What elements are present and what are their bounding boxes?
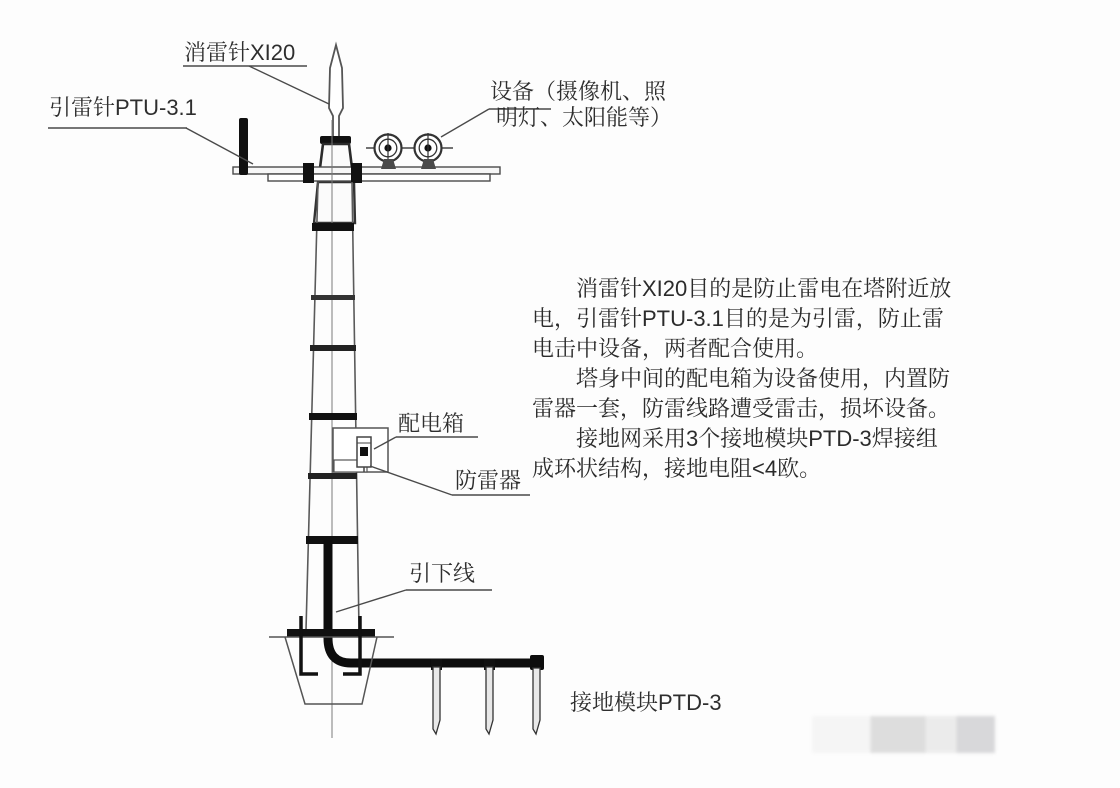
label-distribution-box: 配电箱 — [398, 411, 465, 436]
description-paragraph-1: 消雷针XI20目的是防止雷电在塔附近放电，引雷针PTU-3.1目的是为引雷，防止雷电击中设备，两者配合使用。 — [532, 276, 952, 361]
camera-ball-icon — [375, 133, 402, 169]
platform-bolt-right — [351, 163, 362, 183]
leader-down-conductor — [336, 590, 406, 612]
label-surge-protector: 防雷器 — [455, 468, 522, 493]
label-equipment-line1: 设备（摄像机、照 — [490, 79, 667, 104]
label-down-conductor: 引下线 — [409, 561, 476, 586]
ground-rod-2 — [486, 667, 493, 734]
platform-bar-lower — [268, 174, 490, 181]
lamp-ball-icon — [415, 133, 442, 169]
flange-band-2 — [311, 295, 355, 300]
platform-bar-upper — [233, 167, 500, 174]
description-paragraph-3: 接地网采用3个接地模块PTD-3焊接组成环状结构，接地电阻<4欧。 — [532, 426, 938, 481]
flange-band-1 — [312, 223, 354, 231]
leader-equipment — [441, 109, 489, 137]
platform-bolt-left — [303, 163, 314, 183]
surge-protector-icon — [357, 437, 371, 472]
flange-band-4 — [309, 413, 357, 420]
label-attraction-rod: 引雷针PTU-3.1 — [49, 95, 197, 120]
label-ground-module: 接地模块PTD-3 — [570, 690, 722, 715]
leader-lines — [48, 66, 551, 612]
anchor-bolt-left — [301, 616, 318, 674]
leader-dissipation-rod — [249, 66, 329, 104]
watermark-blur — [812, 716, 995, 753]
flange-band-5 — [308, 473, 357, 479]
label-equipment — [490, 79, 672, 131]
attraction-rod-icon — [239, 118, 248, 175]
label-dissipation-rod: 消雷针XI20 — [184, 40, 296, 65]
description-text — [532, 274, 954, 484]
description-paragraph-2: 塔身中间的配电箱为设备使用，内置防雷器一套，防雷线路遭受雷击，损坏设备。 — [532, 366, 951, 421]
label-equipment-line2: 明灯、太阳能等） — [496, 105, 673, 130]
leader-surge-protector — [370, 466, 452, 495]
ground-rod-1 — [433, 667, 440, 734]
lightning-needle-icon — [329, 45, 343, 139]
ground-rod-3 — [533, 668, 540, 734]
flange-band-3 — [310, 345, 356, 351]
collar-lower — [314, 182, 355, 223]
